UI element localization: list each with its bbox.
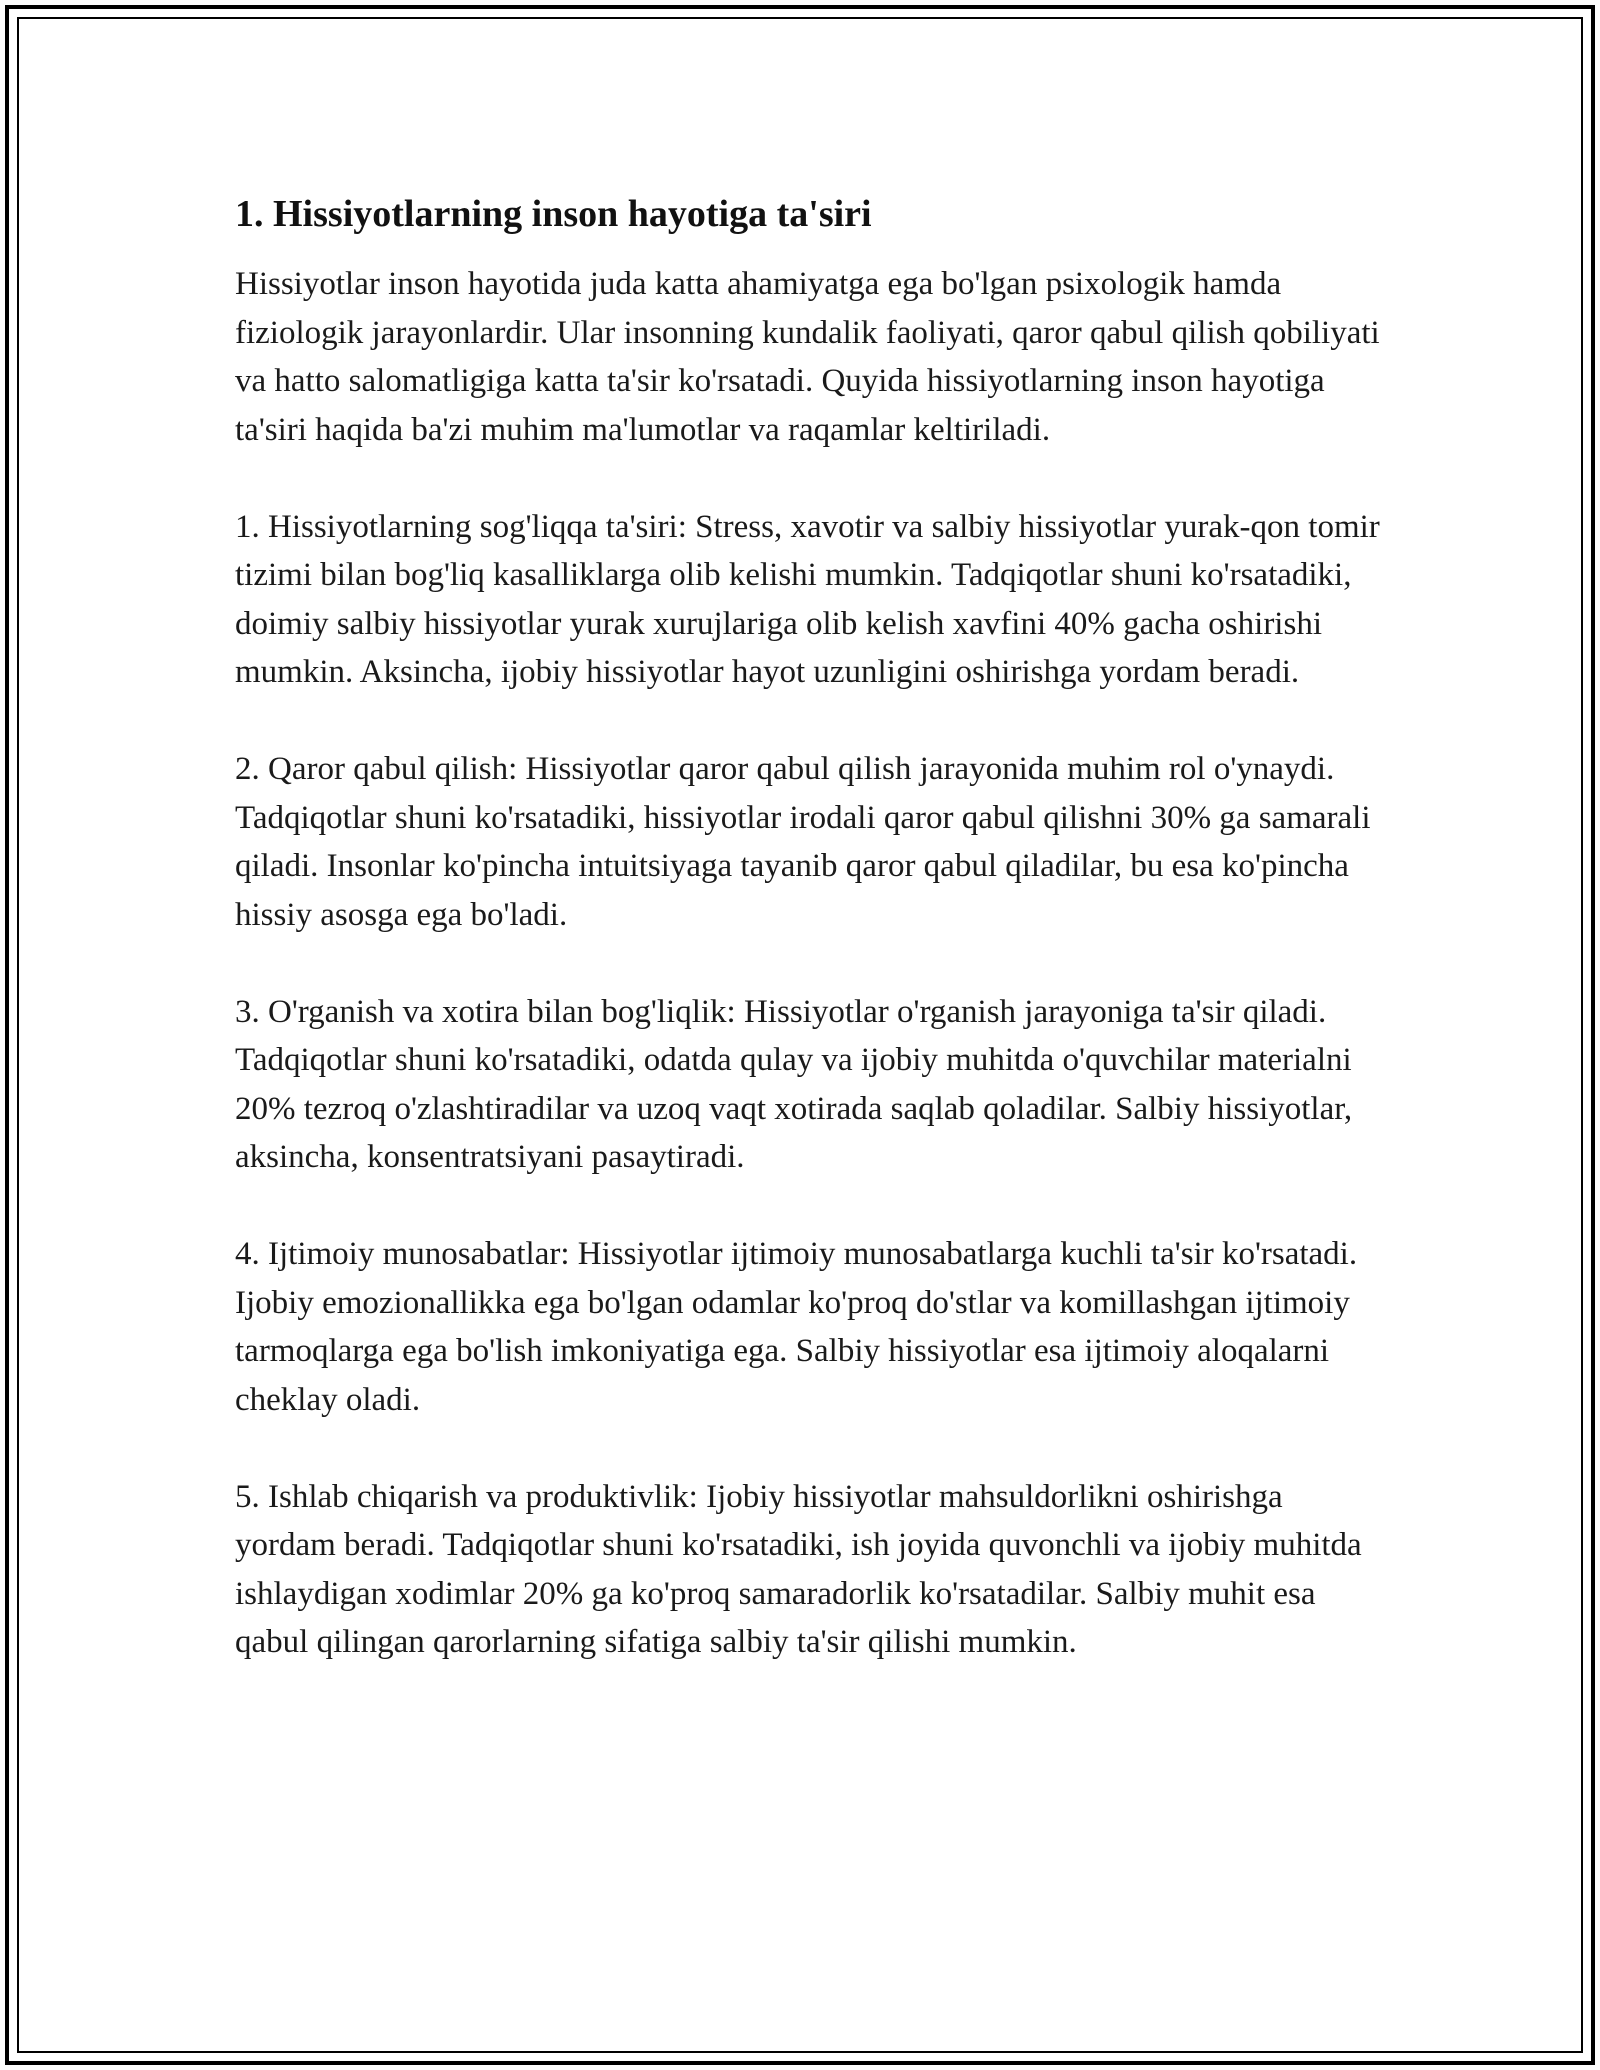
paragraph-decision-making: 2. Qaror qabul qilish: Hissiyotlar qaror qabul qilish jarayonida muhim rol o'ynaydi. Tadqiqotlar shuni ko'rsatadiki, hissiyotlar irodali qaror qabul qilishni 30% ga samarali qiladi. Insonlar ko'pincha intuitsiyaga tayanib qaror qabul qiladilar, bu esa ko'pincha hissiy asosga ega bo'ladi.	[235, 751, 1371, 933]
paragraph-health: 1. Hissiyotlarning sog'liqqa ta'siri: Stress, xavotir va salbiy hissiyotlar yurak-qon tomir tizimi bilan bog'liq kasalliklarga olib kelishi mumkin. Tadqiqotlar shuni ko'rsatadiki, doimiy salbiy hissiyotlar yurak xurujlariga olib kelish xavfini 40% gacha oshirishi mumkin. Aksincha, ijobiy hissiyotlar hayot uzunligini oshirishga yordam beradi.	[235, 508, 1380, 690]
document-body	[235, 188, 1385, 1715]
document-title: 1. Hissiyotlarning inson hayotiga ta'siri	[235, 193, 872, 235]
paragraph-learning-memory: 3. O'rganish va xotira bilan bog'liqlik: Hissiyotlar o'rganish jarayoniga ta'sir qiladi. Tadqiqotlar shuni ko'rsatadiki, odatda qulay va ijobiy muhitda o'quvchilar materialni 20% tezroq o'zlashtiradilar va uzoq vaqt xotirada saqlab qoladilar. Salbiy hissiyotlar, aksincha, konsentratsiyani pasaytiradi.	[235, 993, 1353, 1175]
intro-paragraph: Hissiyotlar inson hayotida juda katta ahamiyatga ega bo'lgan psixologik hamda fiziologik jarayonlardir. Ular insonning kundalik faoliyati, qaror qabul qilish qobiliyati va hatto salomatligiga katta ta'sir ko'rsatadi. Quyida hissiyotlarning inson hayotiga ta'siri haqida ba'zi muhim ma'lumotlar va raqamlar keltiriladi.	[235, 266, 1380, 448]
paragraph-social-relations: 4. Ijtimoiy munosabatlar: Hissiyotlar ijtimoiy munosabatlarga kuchli ta'sir ko'rsatadi. Ijobiy emozionallikka ega bo'lgan odamlar ko'proq do'stlar va komillashgan ijtimoiy tarmoqlarga ega bo'lish imkoniyatiga ega. Salbiy hissiyotlar esa ijtimoiy aloqalarni cheklay oladi.	[235, 1236, 1358, 1418]
paragraph-productivity: 5. Ishlab chiqarish va produktivlik: Ijobiy hissiyotlar mahsuldorlikni oshirishga yordam beradi. Tadqiqotlar shuni ko'rsatadiki, ish joyida quvonchli va ijobiy muhitda ishlaydigan xodimlar 20% ga ko'proq samaradorlik ko'rsatadilar. Salbiy muhit esa qabul qilingan qarorlarning sifatiga salbiy ta'sir qilishi mumkin.	[235, 1478, 1362, 1660]
